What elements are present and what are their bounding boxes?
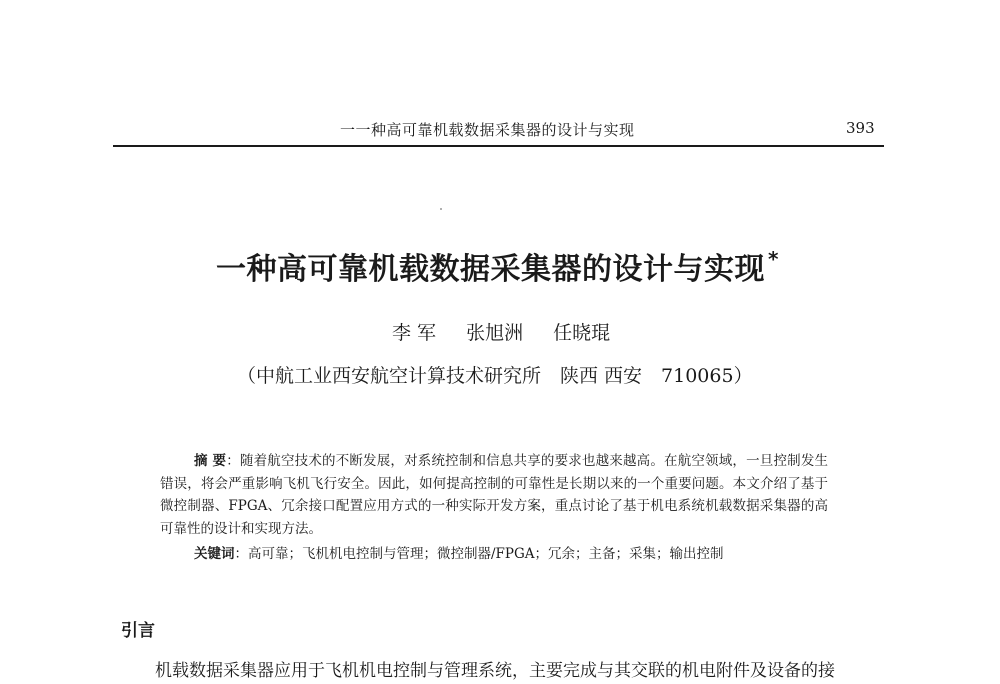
author-list	[392, 318, 610, 345]
affiliation: （中航工业西安航空计算技术研究所 陕西 西安 710065）	[237, 365, 753, 387]
keywords-text: ：高可靠；飞机机电控制与管理；微控制器/FPGA；冗余；主备；采集；输出控制	[234, 546, 724, 562]
keywords	[194, 542, 724, 562]
paper-title-text: 一种高可靠机载数据采集器的设计与实现	[216, 252, 765, 287]
abstract-label: 摘 要	[194, 453, 227, 469]
abstract-text: ：随着航空技术的不断发展，对系统控制和信息共享的要求也越来越高。在航空领域，一旦控制发生错误，将会严重影响飞机飞行安全。因此，如何提高控制的可靠性是长期以来的一个重要问题。本文介绍了基于微控制器、FPGA、冗余接口配置应用方式的一种实际开发方案，重点讨论了基于机电系统机载数据采集器的高可靠性的设计和实现方法。	[160, 453, 829, 537]
author-name: 任晓琨	[553, 322, 611, 344]
body-paragraph: 机载数据采集器应用于飞机机电控制与管理系统，主要完成与其交联的机电附件及设备的接	[155, 661, 835, 681]
paper-title	[216, 244, 779, 288]
scan-speck	[440, 208, 442, 210]
title-footnote-mark: *	[768, 247, 779, 271]
keywords-label: 关键词	[194, 546, 235, 562]
author-name: 张旭洲	[466, 322, 524, 344]
header-rule	[113, 145, 884, 147]
running-head-title: 一一种高可靠机载数据采集器的设计与实现	[340, 121, 635, 139]
abstract	[160, 450, 828, 540]
section-heading: 引言	[121, 621, 155, 641]
author-name: 李 军	[392, 322, 437, 344]
page-number: 393	[846, 119, 875, 137]
